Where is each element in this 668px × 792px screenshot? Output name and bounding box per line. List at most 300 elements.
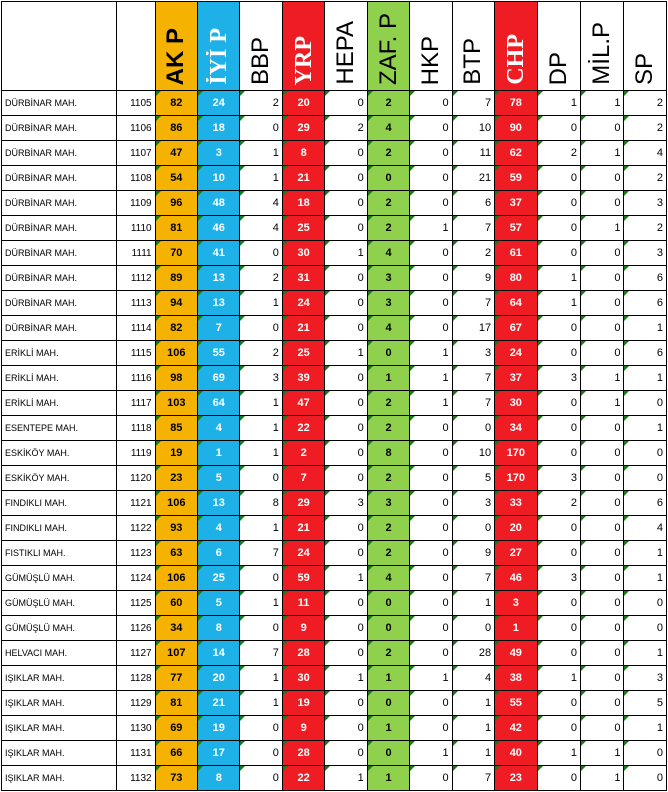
bbp-votes: 0 [240, 116, 282, 141]
bbp-votes: 1 [240, 591, 282, 616]
ballot-box-cell: 1111 [117, 241, 155, 266]
zafer-votes: 1 [367, 766, 409, 791]
milli-votes: 0 [580, 166, 623, 191]
yrp-votes: 21 [282, 316, 324, 341]
chp-votes: 24 [495, 341, 537, 366]
table-row [2, 491, 667, 516]
header-hkp-label: HKP [416, 35, 444, 85]
dp-votes: 0 [537, 716, 580, 741]
chp-votes: 38 [495, 666, 537, 691]
hkp-votes: 0 [410, 91, 452, 116]
hepa-votes: 1 [325, 241, 367, 266]
milli-votes: 0 [580, 116, 623, 141]
bbp-votes: 1 [240, 441, 282, 466]
bbp-votes: 0 [240, 741, 282, 766]
bbp-votes: 1 [240, 516, 282, 541]
hkp-votes: 1 [410, 391, 452, 416]
yrp-votes: 2 [282, 441, 324, 466]
iyi-votes: 8 [198, 766, 240, 791]
sp-votes: 3 [624, 666, 667, 691]
header-dp-label: DP [544, 51, 572, 85]
akp-votes: 106 [155, 491, 197, 516]
dp-votes: 0 [537, 166, 580, 191]
bbp-votes: 7 [240, 641, 282, 666]
akp-votes: 81 [155, 216, 197, 241]
bbp-votes: 4 [240, 216, 282, 241]
hepa-votes: 0 [325, 641, 367, 666]
btp-votes: 0 [452, 516, 494, 541]
btp-votes: 1 [452, 591, 494, 616]
hkp-votes: 0 [410, 766, 452, 791]
dp-votes: 0 [537, 591, 580, 616]
akp-votes: 89 [155, 266, 197, 291]
dp-votes: 1 [537, 666, 580, 691]
zafer-votes: 4 [367, 316, 409, 341]
akp-votes: 86 [155, 116, 197, 141]
bbp-votes: 0 [240, 316, 282, 341]
ballot-box-cell: 1119 [117, 441, 155, 466]
table-row [2, 616, 667, 641]
chp-votes: 37 [495, 191, 537, 216]
header-sp [624, 2, 667, 91]
hepa-votes: 0 [325, 91, 367, 116]
akp-votes: 63 [155, 541, 197, 566]
bbp-votes: 1 [240, 391, 282, 416]
milli-votes: 0 [580, 241, 623, 266]
table-row [2, 391, 667, 416]
sp-votes: 4 [624, 516, 667, 541]
header-yrp-label: YRP [290, 35, 317, 85]
ballot-box-cell: 1106 [117, 116, 155, 141]
milli-votes: 0 [580, 291, 623, 316]
table-row [2, 191, 667, 216]
milli-votes: 0 [580, 716, 623, 741]
header-iyi-label: İYİ P [205, 28, 232, 85]
header-chp-label: CHP [502, 34, 529, 85]
zafer-votes: 2 [367, 91, 409, 116]
ballot-box-cell: 1130 [117, 716, 155, 741]
bbp-votes: 0 [240, 566, 282, 591]
table-row [2, 441, 667, 466]
chp-votes: 33 [495, 491, 537, 516]
neighbourhood-cell: DÜRBİNAR MAH. [2, 166, 117, 191]
sp-votes: 2 [624, 91, 667, 116]
akp-votes: 94 [155, 291, 197, 316]
dp-votes: 0 [537, 616, 580, 641]
chp-votes: 78 [495, 91, 537, 116]
table-row [2, 541, 667, 566]
btp-votes: 10 [452, 441, 494, 466]
bbp-votes: 8 [240, 491, 282, 516]
zafer-votes: 2 [367, 216, 409, 241]
hepa-votes: 0 [325, 741, 367, 766]
hepa-votes: 0 [325, 416, 367, 441]
ballot-box-cell: 1123 [117, 541, 155, 566]
yrp-votes: 28 [282, 641, 324, 666]
btp-votes: 28 [452, 641, 494, 666]
table-row [2, 591, 667, 616]
hkp-votes: 0 [410, 491, 452, 516]
akp-votes: 70 [155, 241, 197, 266]
zafer-votes: 4 [367, 116, 409, 141]
hkp-votes: 0 [410, 716, 452, 741]
yrp-votes: 21 [282, 166, 324, 191]
dp-votes: 2 [537, 141, 580, 166]
ballot-box-cell: 1108 [117, 166, 155, 191]
hepa-votes: 0 [325, 466, 367, 491]
akp-votes: 103 [155, 391, 197, 416]
sp-votes: 4 [624, 141, 667, 166]
iyi-votes: 20 [198, 666, 240, 691]
milli-votes: 0 [580, 316, 623, 341]
iyi-votes: 4 [198, 516, 240, 541]
iyi-votes: 13 [198, 491, 240, 516]
header-akp-label: AK P [162, 27, 190, 85]
iyi-votes: 8 [198, 616, 240, 641]
table-row [2, 516, 667, 541]
header-hepa [325, 2, 367, 91]
dp-votes: 0 [537, 341, 580, 366]
hkp-votes: 1 [410, 341, 452, 366]
milli-votes: 1 [580, 366, 623, 391]
iyi-votes: 25 [198, 566, 240, 591]
iyi-votes: 55 [198, 341, 240, 366]
btp-votes: 6 [452, 191, 494, 216]
hepa-votes: 0 [325, 591, 367, 616]
table-row [2, 566, 667, 591]
bbp-votes: 1 [240, 141, 282, 166]
iyi-votes: 21 [198, 691, 240, 716]
chp-votes: 49 [495, 641, 537, 666]
iyi-votes: 4 [198, 416, 240, 441]
hepa-votes: 0 [325, 216, 367, 241]
neighbourhood-cell: DÜRBİNAR MAH. [2, 216, 117, 241]
hepa-votes: 1 [325, 341, 367, 366]
table-row [2, 316, 667, 341]
chp-votes: 61 [495, 241, 537, 266]
dp-votes: 1 [537, 741, 580, 766]
milli-votes: 0 [580, 516, 623, 541]
yrp-votes: 30 [282, 241, 324, 266]
hkp-votes: 0 [410, 641, 452, 666]
ballot-box-cell: 1121 [117, 491, 155, 516]
milli-votes: 1 [580, 741, 623, 766]
ballot-box-cell: 1127 [117, 641, 155, 666]
neighbourhood-cell: ESENTEPE MAH. [2, 416, 117, 441]
sp-votes: 0 [624, 391, 667, 416]
zafer-votes: 0 [367, 691, 409, 716]
sp-votes: 5 [624, 691, 667, 716]
iyi-votes: 48 [198, 191, 240, 216]
dp-votes: 1 [537, 91, 580, 116]
milli-votes: 0 [580, 591, 623, 616]
yrp-votes: 25 [282, 341, 324, 366]
bbp-votes: 1 [240, 291, 282, 316]
akp-votes: 23 [155, 466, 197, 491]
milli-votes: 1 [580, 216, 623, 241]
yrp-votes: 22 [282, 416, 324, 441]
bbp-votes: 2 [240, 341, 282, 366]
chp-votes: 80 [495, 266, 537, 291]
iyi-votes: 13 [198, 291, 240, 316]
sp-votes: 1 [624, 716, 667, 741]
chp-votes: 3 [495, 591, 537, 616]
akp-votes: 19 [155, 441, 197, 466]
ballot-box-cell: 1109 [117, 191, 155, 216]
header-dp [537, 2, 580, 91]
dp-votes: 0 [537, 766, 580, 791]
akp-votes: 93 [155, 516, 197, 541]
hkp-votes: 0 [410, 616, 452, 641]
neighbourhood-cell: DÜRBİNAR MAH. [2, 266, 117, 291]
neighbourhood-cell: IŞIKLAR MAH. [2, 716, 117, 741]
hepa-votes: 0 [325, 141, 367, 166]
hepa-votes: 0 [325, 691, 367, 716]
header-yrp [282, 2, 324, 91]
neighbourhood-cell: ERİKLİ MAH. [2, 341, 117, 366]
table-row [2, 466, 667, 491]
neighbourhood-cell: GÜMÜŞLÜ MAH. [2, 591, 117, 616]
table-row [2, 291, 667, 316]
hepa-votes: 0 [325, 266, 367, 291]
sp-votes: 0 [624, 616, 667, 641]
hkp-votes: 0 [410, 241, 452, 266]
iyi-votes: 14 [198, 641, 240, 666]
ballot-box-cell: 1107 [117, 141, 155, 166]
bbp-votes: 0 [240, 716, 282, 741]
neighbourhood-cell: DÜRBİNAR MAH. [2, 116, 117, 141]
btp-votes: 7 [452, 766, 494, 791]
milli-votes: 0 [580, 491, 623, 516]
header-sp-label: SP [631, 52, 659, 85]
zafer-votes: 1 [367, 666, 409, 691]
hepa-votes: 0 [325, 716, 367, 741]
bbp-votes: 0 [240, 766, 282, 791]
zafer-votes: 2 [367, 416, 409, 441]
zafer-votes: 0 [367, 591, 409, 616]
akp-votes: 66 [155, 741, 197, 766]
sp-votes: 0 [624, 766, 667, 791]
header-bbp-label: BBP [247, 36, 275, 85]
iyi-votes: 13 [198, 266, 240, 291]
btp-votes: 0 [452, 416, 494, 441]
table-row [2, 91, 667, 116]
akp-votes: 98 [155, 366, 197, 391]
header-zafer [367, 2, 409, 91]
milli-votes: 0 [580, 666, 623, 691]
btp-votes: 7 [452, 91, 494, 116]
neighbourhood-cell: GÜMÜŞLÜ MAH. [2, 566, 117, 591]
zafer-votes: 2 [367, 466, 409, 491]
yrp-votes: 9 [282, 616, 324, 641]
header-iyi [198, 2, 240, 91]
header-akp [155, 2, 197, 91]
hkp-votes: 0 [410, 541, 452, 566]
dp-votes: 0 [537, 216, 580, 241]
header-bbp [240, 2, 282, 91]
btp-votes: 5 [452, 466, 494, 491]
iyi-votes: 6 [198, 541, 240, 566]
iyi-votes: 1 [198, 441, 240, 466]
milli-votes: 0 [580, 616, 623, 641]
neighbourhood-cell: DÜRBİNAR MAH. [2, 316, 117, 341]
neighbourhood-cell: DÜRBİNAR MAH. [2, 91, 117, 116]
sp-votes: 6 [624, 266, 667, 291]
iyi-votes: 3 [198, 141, 240, 166]
akp-votes: 34 [155, 616, 197, 641]
dp-votes: 2 [537, 491, 580, 516]
btp-votes: 0 [452, 616, 494, 641]
dp-votes: 0 [537, 241, 580, 266]
iyi-votes: 18 [198, 116, 240, 141]
iyi-votes: 7 [198, 316, 240, 341]
zafer-votes: 0 [367, 341, 409, 366]
sp-votes: 1 [624, 366, 667, 391]
table-row [2, 691, 667, 716]
hkp-votes: 0 [410, 266, 452, 291]
btp-votes: 3 [452, 491, 494, 516]
dp-votes: 0 [537, 691, 580, 716]
dp-votes: 0 [537, 416, 580, 441]
ballot-box-cell: 1114 [117, 316, 155, 341]
neighbourhood-cell: IŞIKLAR MAH. [2, 766, 117, 791]
zafer-votes: 3 [367, 266, 409, 291]
bbp-votes: 1 [240, 666, 282, 691]
hkp-votes: 0 [410, 416, 452, 441]
chp-votes: 30 [495, 391, 537, 416]
header-milli-label: MİL.P [588, 22, 616, 85]
milli-votes: 0 [580, 566, 623, 591]
ballot-box-cell: 1131 [117, 741, 155, 766]
dp-votes: 3 [537, 366, 580, 391]
iyi-votes: 10 [198, 166, 240, 191]
dp-votes: 0 [537, 116, 580, 141]
yrp-votes: 9 [282, 716, 324, 741]
zafer-votes: 2 [367, 141, 409, 166]
table-body [2, 91, 667, 791]
chp-votes: 55 [495, 691, 537, 716]
btp-votes: 1 [452, 741, 494, 766]
milli-votes: 0 [580, 466, 623, 491]
neighbourhood-cell: IŞIKLAR MAH. [2, 741, 117, 766]
hepa-votes: 0 [325, 391, 367, 416]
neighbourhood-cell: IŞIKLAR MAH. [2, 666, 117, 691]
btp-votes: 1 [452, 716, 494, 741]
hkp-votes: 0 [410, 441, 452, 466]
table-row [2, 666, 667, 691]
ballot-box-cell: 1115 [117, 341, 155, 366]
chp-votes: 1 [495, 616, 537, 641]
yrp-votes: 24 [282, 541, 324, 566]
hkp-votes: 0 [410, 566, 452, 591]
table-row [2, 116, 667, 141]
ballot-box-cell: 1124 [117, 566, 155, 591]
bbp-votes: 2 [240, 91, 282, 116]
sp-votes: 2 [624, 116, 667, 141]
ballot-box-cell: 1126 [117, 616, 155, 641]
ballot-box-cell: 1118 [117, 416, 155, 441]
dp-votes: 1 [537, 291, 580, 316]
hepa-votes: 2 [325, 116, 367, 141]
iyi-votes: 17 [198, 741, 240, 766]
header-btp-label: BTP [459, 38, 487, 85]
neighbourhood-cell: ERİKLİ MAH. [2, 366, 117, 391]
neighbourhood-cell: HELVACI MAH. [2, 641, 117, 666]
dp-votes: 0 [537, 641, 580, 666]
btp-votes: 3 [452, 341, 494, 366]
table-row [2, 341, 667, 366]
akp-votes: 96 [155, 191, 197, 216]
akp-votes: 106 [155, 341, 197, 366]
milli-votes: 0 [580, 266, 623, 291]
iyi-votes: 41 [198, 241, 240, 266]
ballot-box-cell: 1116 [117, 366, 155, 391]
header-neighbourhood [2, 2, 117, 91]
milli-votes: 1 [580, 141, 623, 166]
dp-votes: 3 [537, 466, 580, 491]
yrp-votes: 29 [282, 116, 324, 141]
akp-votes: 81 [155, 691, 197, 716]
akp-votes: 85 [155, 416, 197, 441]
hepa-votes: 3 [325, 491, 367, 516]
sp-votes: 2 [624, 216, 667, 241]
btp-votes: 9 [452, 266, 494, 291]
dp-votes: 3 [537, 566, 580, 591]
hepa-votes: 0 [325, 316, 367, 341]
bbp-votes: 1 [240, 691, 282, 716]
neighbourhood-cell: GÜMÜŞLÜ MAH. [2, 616, 117, 641]
sp-votes: 1 [624, 316, 667, 341]
milli-votes: 0 [580, 441, 623, 466]
bbp-votes: 3 [240, 366, 282, 391]
ballot-box-cell: 1105 [117, 91, 155, 116]
btp-votes: 21 [452, 166, 494, 191]
sp-votes: 3 [624, 241, 667, 266]
yrp-votes: 59 [282, 566, 324, 591]
iyi-votes: 19 [198, 716, 240, 741]
btp-votes: 7 [452, 366, 494, 391]
bbp-votes: 1 [240, 166, 282, 191]
chp-votes: 170 [495, 441, 537, 466]
hepa-votes: 0 [325, 291, 367, 316]
sp-votes: 1 [624, 641, 667, 666]
table-row [2, 166, 667, 191]
sp-votes: 1 [624, 416, 667, 441]
chp-votes: 57 [495, 216, 537, 241]
zafer-votes: 3 [367, 291, 409, 316]
sp-votes: 0 [624, 741, 667, 766]
sp-votes: 6 [624, 291, 667, 316]
zafer-votes: 8 [367, 441, 409, 466]
akp-votes: 47 [155, 141, 197, 166]
chp-votes: 64 [495, 291, 537, 316]
hepa-votes: 0 [325, 516, 367, 541]
hepa-votes: 1 [325, 766, 367, 791]
zafer-votes: 0 [367, 616, 409, 641]
sp-votes: 1 [624, 566, 667, 591]
btp-votes: 1 [452, 691, 494, 716]
yrp-votes: 30 [282, 666, 324, 691]
dp-votes: 0 [537, 391, 580, 416]
chp-votes: 170 [495, 466, 537, 491]
zafer-votes: 2 [367, 541, 409, 566]
iyi-votes: 24 [198, 91, 240, 116]
yrp-votes: 7 [282, 466, 324, 491]
ballot-box-cell: 1129 [117, 691, 155, 716]
neighbourhood-cell: ESKİKÖY MAH. [2, 466, 117, 491]
ballot-box-cell: 1128 [117, 666, 155, 691]
header-chp [495, 2, 537, 91]
